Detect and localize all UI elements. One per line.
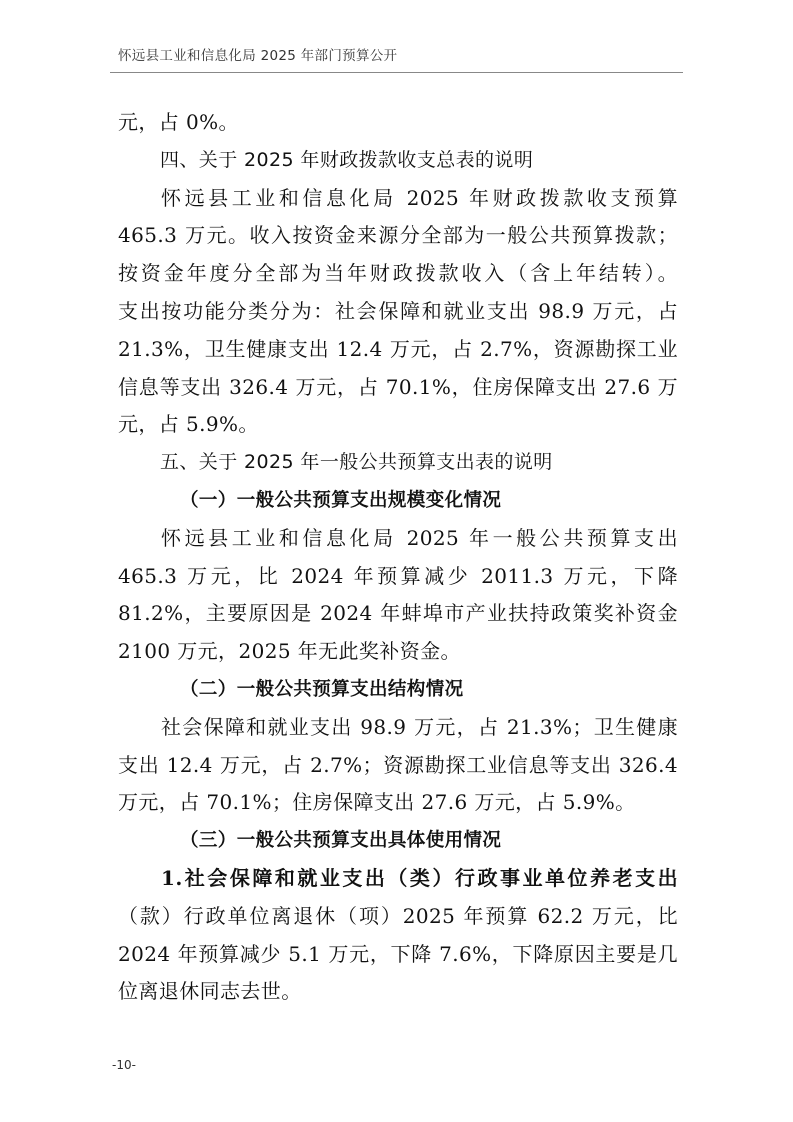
- header-divider: [110, 72, 683, 73]
- paragraph-line: 465.3 万元。收入按资金来源分全部为一般公共预算拨款；: [118, 223, 678, 248]
- paragraph-line: 位离退休同志去世。: [118, 979, 302, 1004]
- item-heading: 1.社会保障和就业支出（类）行政事业单位养老支出: [161, 865, 678, 890]
- paragraph-line: 81.2%，主要原因是 2024 年蚌埠市产业扶持政策奖补资金: [118, 601, 678, 626]
- paragraph-line: （款）行政单位离退休（项）2025 年预算 62.2 万元，比: [118, 903, 678, 928]
- section-heading: 五、关于 2025 年一般公共预算支出表的说明: [160, 451, 553, 474]
- text-line: 元，占 0%。: [118, 110, 239, 134]
- document-body: [118, 104, 678, 1011]
- paragraph-line: 21.3%，卫生健康支出 12.4 万元，占 2.7%，资源勘探工业: [118, 336, 678, 361]
- paragraph-line: 465.3 万元，比 2024 年预算减少 2011.3 万元，下降: [118, 563, 678, 588]
- section-heading: 四、关于 2025 年财政拨款收支总表的说明: [160, 148, 534, 171]
- running-header: 怀远县工业和信息化局 2025 年部门预算公开: [118, 48, 398, 64]
- paragraph-line: 怀远县工业和信息化局 2025 年财政拨款收支预算: [161, 185, 678, 210]
- paragraph-line: 支出 12.4 万元，占 2.7%；资源勘探工业信息等支出 326.4: [118, 752, 678, 777]
- paragraph-line: 元，占 5.9%。: [118, 412, 259, 437]
- paragraph-line: 社会保障和就业支出 98.9 万元，占 21.3%；卫生健康: [161, 714, 678, 739]
- paragraph-line: 2100 万元，2025 年无此奖补资金。: [118, 639, 461, 664]
- subsection-heading: （二）一般公共预算支出结构情况: [180, 678, 464, 700]
- paragraph-line: 支出按功能分类分为：社会保障和就业支出 98.9 万元，占: [118, 298, 678, 323]
- subsection-heading: （一）一般公共预算支出规模变化情况: [180, 489, 502, 511]
- paragraph-line: 怀远县工业和信息化局 2025 年一般公共预算支出: [161, 525, 678, 550]
- paragraph-line: 按资金年度分全部为当年财政拨款收入（含上年结转）。: [118, 261, 678, 286]
- paragraph-line: 万元，占 70.1%；住房保障支出 27.6 万元，占 5.9%。: [118, 790, 636, 815]
- subsection-heading: （三）一般公共预算支出具体使用情况: [180, 830, 502, 852]
- paragraph-line: 信息等支出 326.4 万元，占 70.1%，住房保障支出 27.6 万: [118, 374, 678, 399]
- paragraph-line: 2024 年预算减少 5.1 万元，下降 7.6%，下降原因主要是几: [118, 941, 678, 966]
- page-number: -10-: [112, 1058, 136, 1072]
